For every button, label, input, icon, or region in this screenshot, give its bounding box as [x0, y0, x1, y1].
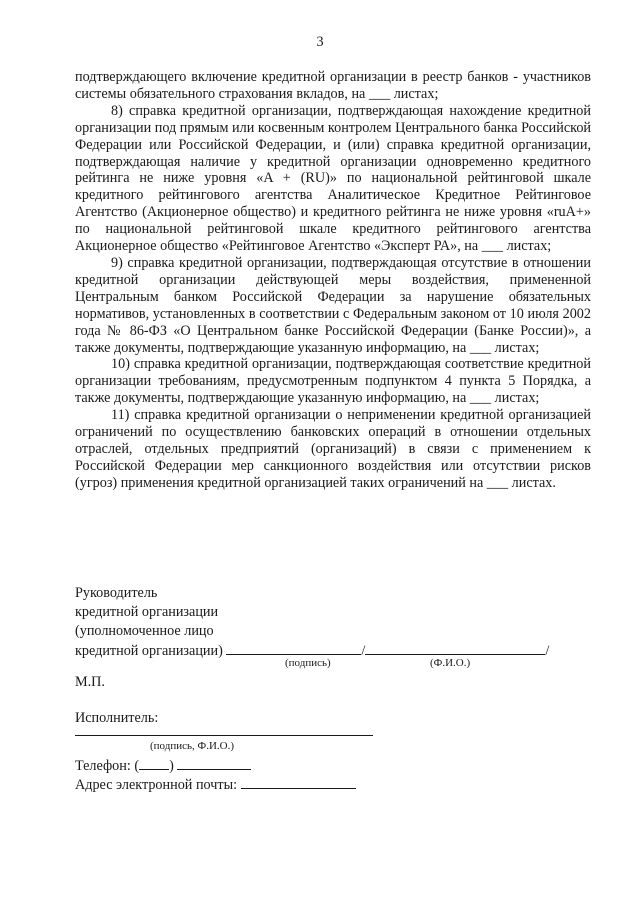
email-row [75, 776, 595, 794]
paragraph-item-11: 11) справка кредитной организации о неприменении кредитной организацией ограничений по осуществлению банковских операций в отношении отдельных отраслей, отдельных предприятий (организаций) в связи с применением к Российской Федерации мер санкционного воздействия или отсутствии рисков (угроз) применения кредитной организацией таких ограничений на ___ листах. [75, 407, 591, 491]
name-blank [365, 642, 545, 655]
paragraph-continuation: подтверждающего включение кредитной организации в реестр банков - участников системы обязательного страхования вкладов, на ___ листах; [75, 69, 591, 102]
slash-separator: / [361, 643, 366, 659]
paragraph-item-8: 8) справка кредитной организации, подтверждающая нахождение кредитной организации под прямым или косвенным контролем Центрального банка Российской Федерации или Российской Федерации, и (или) справка кредитной организации, подтверждающая наличие у кредитной организации одновременно кредитного рейтинга не ниже уровня «A + (RU)» по национальной рейтинговой шкале кредитного рейтингового агентства Аналитическое Кредитное Рейтинговое Агентство (Акционерное общество) и кредитного рейтинга не ниже уровня «ruA+» по национальной рейтинговой шкале кредитного рейтингового агентства Акционерное общество «Рейтинговое Агентство «Эксперт РА», на ___ листах; [75, 102, 591, 255]
signature-caption: (подпись) [285, 657, 331, 669]
page-number: 3 [316, 34, 324, 50]
name-caption: (Ф.И.О.) [430, 657, 471, 669]
phone-code-blank [139, 757, 169, 770]
executor-label: Исполнитель: [75, 710, 159, 726]
executor-row [75, 723, 595, 741]
signatory-signature-row [75, 642, 595, 660]
paragraph-item-9: 9) справка кредитной организации, подтверждающая отсутствие в отношении кредитной организации действующей меры воздействия, примененной Центральным банком Российской Федерации за нарушение обязательных нормативов, установленных в соответствии с Федеральным законом от 10 июля 2002 года № 86-ФЗ «О Центральном банке Российской Федерации (Банке России)», а также документы, подтверждающие указанную информацию, на ___ листах; [75, 254, 591, 356]
stamp-place: М.П. [75, 674, 105, 690]
email-label: Адрес электронной почты: [75, 777, 238, 793]
signatory-title-line-4: кредитной организации) [75, 643, 223, 659]
email-blank [241, 776, 356, 789]
phone-label: Телефон: ( [75, 758, 140, 774]
phone-row [75, 757, 595, 775]
signatory-title-line-2: кредитной организации [75, 604, 219, 620]
phone-number-blank [177, 757, 251, 770]
slash-separator: / [545, 643, 550, 659]
document-body [75, 69, 591, 492]
executor-caption: (подпись, Ф.И.О.) [150, 740, 234, 752]
signature-blank [226, 642, 361, 655]
executor-blank [75, 723, 373, 736]
paragraph-item-10: 10) справка кредитной организации, подтверждающая соответствие кредитной организации требованиям, предусмотренным подпунктом 4 пункта 5 Порядка, а также документы, подтверждающие указанную информацию, на ___ листах; [75, 356, 591, 407]
signatory-title-line-3: (уполномоченное лицо [75, 623, 214, 639]
signatory-title-line-1: Руководитель [75, 585, 158, 601]
phone-paren: ) [169, 758, 174, 774]
